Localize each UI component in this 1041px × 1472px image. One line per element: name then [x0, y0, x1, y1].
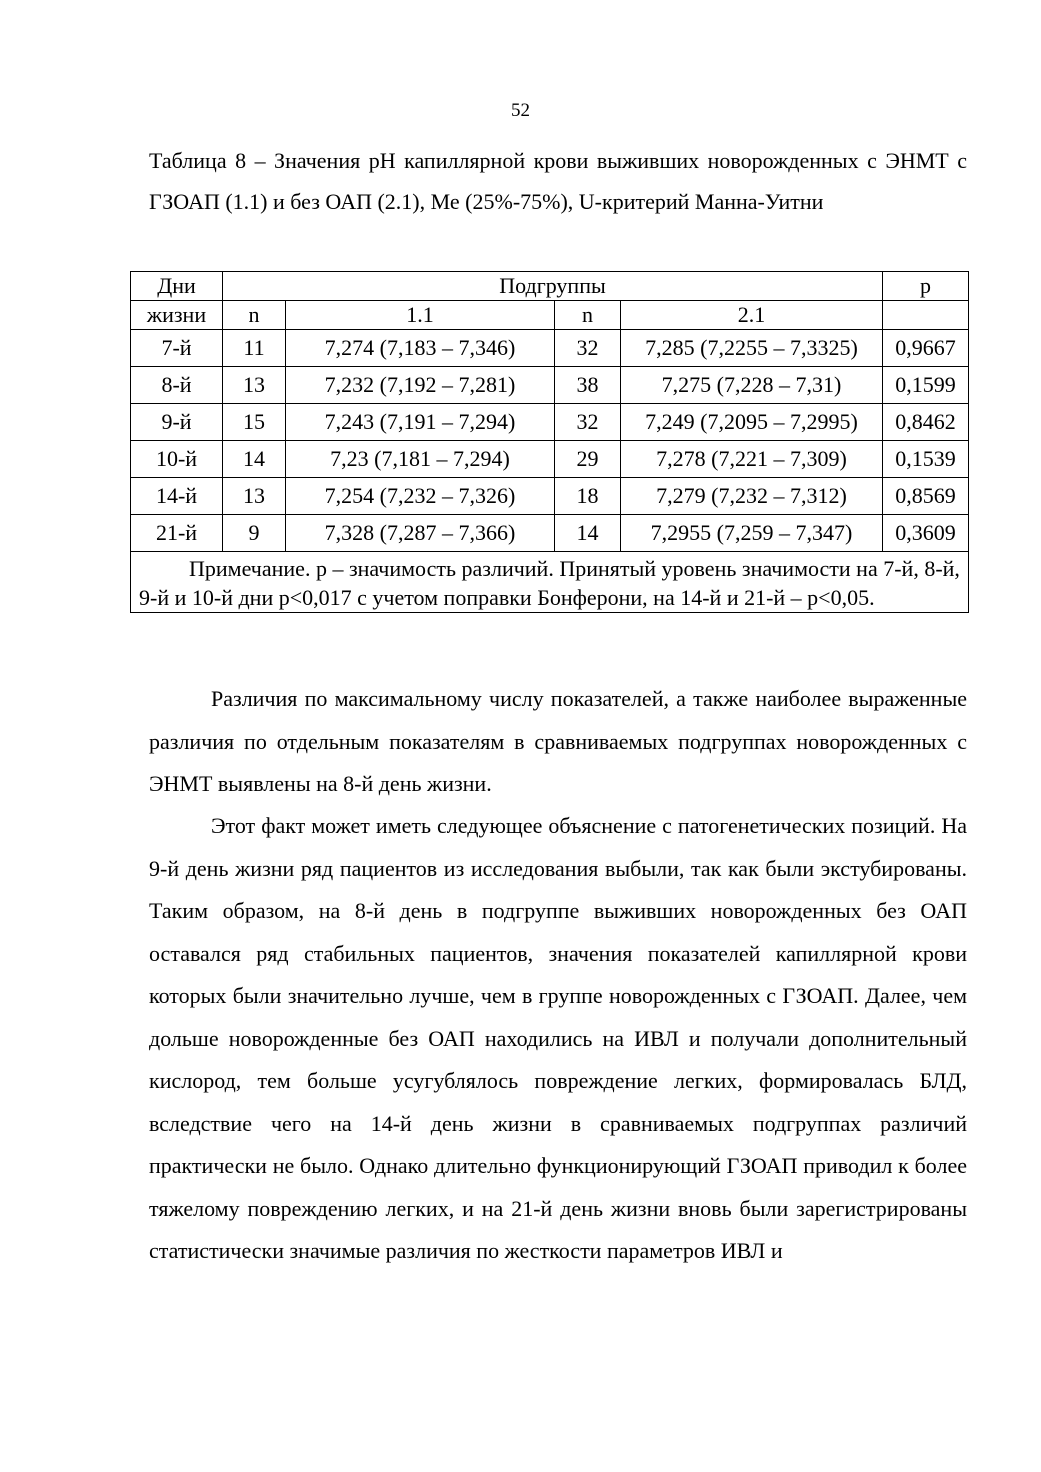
- n1-cell: 13: [223, 478, 286, 515]
- table-caption: Таблица 8 – Значения рН капиллярной крови выживших новорожденных с ЭНМТ с ГЗОАП (1.1) и без ОАП (2.1), Ме (25%-75%), U-критерий Манна-Уитни: [149, 148, 967, 214]
- group-1-1-value: 7,328 (7,287 – 7,366): [286, 515, 555, 552]
- page-number: 52: [511, 100, 530, 121]
- header-group-2-1: 2.1: [621, 301, 883, 330]
- n2-cell: 18: [555, 478, 621, 515]
- table-row: [131, 441, 969, 478]
- header-days-top: Дни: [131, 272, 223, 301]
- n2-cell: 14: [555, 515, 621, 552]
- header-n2: n: [555, 301, 621, 330]
- group-2-1-value: 7,285 (7,2255 – 7,3325): [621, 330, 883, 367]
- header-n1: n: [223, 301, 286, 330]
- day-cell: 21-й: [131, 515, 223, 552]
- group-1-1-value: 7,232 (7,192 – 7,281): [286, 367, 555, 404]
- group-2-1-value: 7,249 (7,2095 – 7,2995): [621, 404, 883, 441]
- n1-cell: 15: [223, 404, 286, 441]
- p-value: 0,8462: [883, 404, 969, 441]
- n2-cell: 29: [555, 441, 621, 478]
- n1-cell: 11: [223, 330, 286, 367]
- header-days-bottom: жизни: [131, 301, 223, 330]
- note-row: [131, 552, 969, 613]
- n2-cell: 38: [555, 367, 621, 404]
- ph-table: [130, 271, 969, 613]
- p-value: 0,9667: [883, 330, 969, 367]
- n1-cell: 14: [223, 441, 286, 478]
- paragraph: Различия по максимальному числу показателей, а также наиболее выраженные различия по отдельным показателям в сравниваемых подгруппах новорожденных с ЭНМТ выявлены на 8-й день жизни.: [149, 686, 967, 796]
- table-row: [131, 404, 969, 441]
- day-cell: 7-й: [131, 330, 223, 367]
- paragraph: Этот факт может иметь следующее объяснение с патогенетических позиций. На 9-й день жизни ряд пациентов из исследования выбыли, так как были экстубированы. Таким образом, на 8-й день в подгруппе выживших новорожденных без ОАП оставался ряд стабильных пациентов, значения показателей капиллярной крови которых были значительно лучше, чем в группе новорожденных с ГЗОАП. Далее, чем дольше новорожденные без ОАП находились на ИВЛ и получали дополнительный кислород, тем больше усугублялось повреждение легких, формировалась БЛД, вследствие чего на 14-й день жизни в сравниваемых подгруппах различий практически не было. Однако длительно функционирующий ГЗОАП приводил к более тяжелому повреждению легких, и на 21-й день жизни вновь были зарегистрированы статистически значимые различия по жесткости параметров ИВЛ и: [149, 813, 967, 1263]
- table-row: [131, 367, 969, 404]
- n1-cell: 9: [223, 515, 286, 552]
- p-value: 0,1599: [883, 367, 969, 404]
- header-row-1: [131, 272, 969, 301]
- group-2-1-value: 7,279 (7,232 – 7,312): [621, 478, 883, 515]
- day-cell: 8-й: [131, 367, 223, 404]
- n1-cell: 13: [223, 367, 286, 404]
- day-cell: 10-й: [131, 441, 223, 478]
- group-1-1-value: 7,254 (7,232 – 7,326): [286, 478, 555, 515]
- group-1-1-value: 7,23 (7,181 – 7,294): [286, 441, 555, 478]
- day-cell: 9-й: [131, 404, 223, 441]
- n2-cell: 32: [555, 330, 621, 367]
- n2-cell: 32: [555, 404, 621, 441]
- header-p: р: [883, 272, 969, 301]
- header-group-1-1: 1.1: [286, 301, 555, 330]
- p-value: 0,1539: [883, 441, 969, 478]
- day-cell: 14-й: [131, 478, 223, 515]
- group-2-1-value: 7,278 (7,221 – 7,309): [621, 441, 883, 478]
- group-2-1-value: 7,275 (7,228 – 7,31): [621, 367, 883, 404]
- table-note: Примечание. р – значимость различий. Принятый уровень значимости на 7-й, 8-й, 9-й и 10-й дни р<0,017 с учетом поправки Бонферони, на 14-й и 21-й – р<0,05.: [139, 556, 960, 610]
- header-subgroups: Подгруппы: [223, 272, 883, 301]
- table-row: [131, 478, 969, 515]
- p-value: 0,8569: [883, 478, 969, 515]
- header-p-empty: [883, 301, 969, 330]
- group-1-1-value: 7,274 (7,183 – 7,346): [286, 330, 555, 367]
- table-row: [131, 330, 969, 367]
- table-row: [131, 515, 969, 552]
- group-1-1-value: 7,243 (7,191 – 7,294): [286, 404, 555, 441]
- header-row-2: [131, 301, 969, 330]
- group-2-1-value: 7,2955 (7,259 – 7,347): [621, 515, 883, 552]
- table-note-cell: [131, 552, 969, 613]
- p-value: 0,3609: [883, 515, 969, 552]
